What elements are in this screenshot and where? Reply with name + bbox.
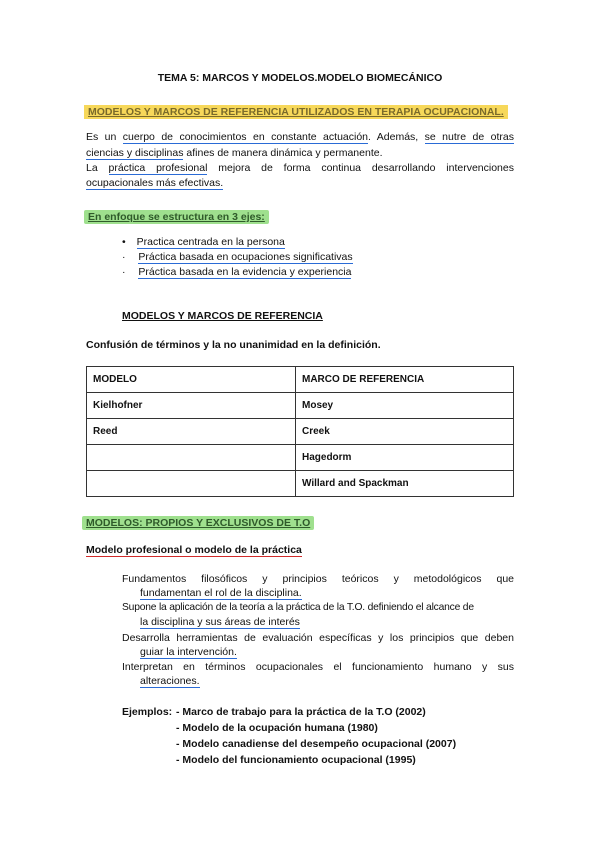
bullet-mark: • <box>122 236 126 248</box>
item-text: Fundamentos filosóficos y principios teóricos y metodológicos que <box>122 573 514 585</box>
text-segment: . Además, <box>368 131 425 143</box>
example-item: - Marco de trabajo para la práctica de la T.O (2002) <box>176 706 426 718</box>
item-line-2 <box>140 646 237 658</box>
page-title: TEMA 5: MARCOS Y MODELOS.MODELO BIOMECÁNICO <box>157 72 443 84</box>
table-row <box>87 393 514 419</box>
bullet-text: Práctica basada en ocupaciones significativas <box>138 251 353 263</box>
section-subheading-confusion: Confusión de términos y la no unanimidad en la definición. <box>86 339 381 351</box>
text-segment: mejora de forma continua desarrollando intervenciones <box>207 162 514 174</box>
section-heading-modelos-marcos <box>84 102 508 120</box>
bullet-text: Práctica basada en la evidencia y experiencia <box>138 266 352 278</box>
bullet-text: Practica centrada en la persona <box>136 236 285 248</box>
table-cell: Reed <box>87 419 296 445</box>
table-cell: Mosey <box>296 393 514 419</box>
table-header-cell: MARCO DE REFERENCIA <box>296 367 514 393</box>
text-segment: Es un <box>86 131 123 143</box>
underlined-phrase: se nutre de otras <box>424 131 514 143</box>
example-item: - Modelo canadiense del desempeño ocupacional (2007) <box>176 738 457 750</box>
underlined-phrase: Modelo profesional o modelo de la práctica <box>86 544 302 556</box>
bullet-item <box>122 236 285 248</box>
section-heading-modelos-propios <box>82 513 314 531</box>
bullet-mark: · <box>122 251 126 263</box>
examples-label: Ejemplos: <box>122 706 173 718</box>
section-heading-ejes <box>84 207 269 225</box>
underlined-phrase: práctica profesional <box>108 162 208 174</box>
paragraph-1-line-1 <box>86 131 514 143</box>
table-cell: Hagedorm <box>296 445 514 471</box>
paragraph-2-line-1 <box>86 162 514 174</box>
table-row <box>87 445 514 471</box>
table-row <box>87 419 514 445</box>
table-header-row <box>87 367 514 393</box>
item-line-1 <box>122 573 514 585</box>
models-frames-table <box>86 366 514 497</box>
example-item: - Modelo del funcionamiento ocupacional (1995) <box>176 754 416 766</box>
item-line-1 <box>122 632 514 644</box>
item-line-1 <box>122 661 514 673</box>
table-cell: Willard and Spackman <box>296 471 514 497</box>
table-cell: Creek <box>296 419 514 445</box>
bullet-item <box>122 251 353 263</box>
item-text: Supone la aplicación de la teoría a la práctica de la T.O. definiendo el alcance de <box>122 602 474 613</box>
table-row <box>87 471 514 497</box>
highlighted-heading: En enfoque se estructura en 3 ejes: <box>84 210 269 224</box>
example-item: - Modelo de la ocupación humana (1980) <box>176 722 378 734</box>
section-heading-modelos-marcos-referencia: MODELOS Y MARCOS DE REFERENCIA <box>122 310 323 322</box>
table-header-cell: MODELO <box>87 367 296 393</box>
table-cell: Kielhofner <box>87 393 296 419</box>
item-text: alteraciones. <box>140 675 200 687</box>
table-cell <box>87 445 296 471</box>
item-text: fundamentan el rol de la disciplina. <box>140 587 302 599</box>
underlined-phrase: cuerpo de conocimientos en constante actuación <box>122 131 369 143</box>
item-text: guiar la intervención. <box>140 646 237 658</box>
underlined-phrase: ocupacionales más efectivas. <box>86 177 224 189</box>
paragraph-2-line-2 <box>86 177 223 189</box>
paragraph-1-line-2 <box>86 147 383 159</box>
highlighted-heading: MODELOS: PROPIOS Y EXCLUSIVOS DE T.O <box>82 516 314 530</box>
item-text: Desarrolla herramientas de evaluación específicas y los principios que deben <box>122 632 514 644</box>
item-line-2 <box>140 587 302 599</box>
item-line-2 <box>140 675 200 687</box>
highlighted-heading: MODELOS Y MARCOS DE REFERENCIA UTILIZADOS EN TERAPIA OCUPACIONAL. <box>84 105 508 119</box>
section-subheading-modelo-profesional <box>86 544 302 556</box>
text-segment: La <box>86 162 109 174</box>
table-cell <box>87 471 296 497</box>
text-segment: afines de manera dinámica y permanente. <box>183 147 383 159</box>
bullet-item <box>122 266 351 278</box>
bullet-mark: · <box>122 266 126 278</box>
item-text: la disciplina y sus áreas de interés <box>140 616 300 628</box>
item-text: Interpretan en términos ocupacionales el funcionamiento humano y sus <box>122 661 514 673</box>
item-line-1 <box>122 602 514 613</box>
item-line-2 <box>140 616 300 628</box>
underlined-phrase: ciencias y disciplinas <box>86 147 184 159</box>
